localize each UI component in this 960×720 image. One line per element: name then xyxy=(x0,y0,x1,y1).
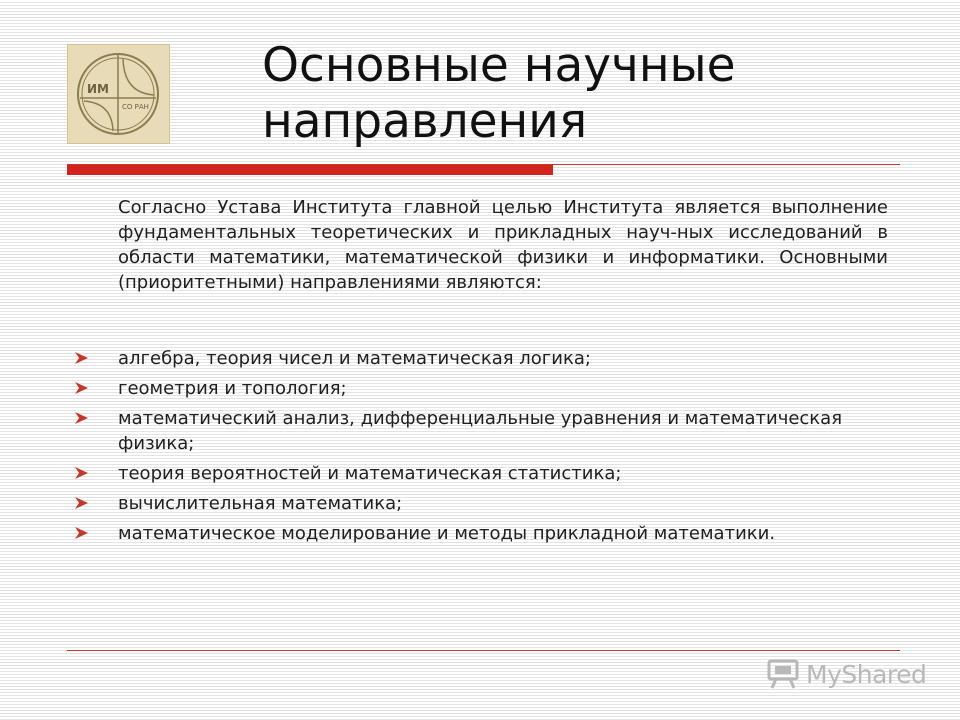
list-item xyxy=(74,461,904,486)
list-item xyxy=(74,406,904,456)
watermark-text: MyShared xyxy=(806,659,927,689)
logo-text-bottom: СО РАН xyxy=(122,103,149,111)
list-item-text: математическое моделирование и методы прикладной математики. xyxy=(118,523,776,544)
arrow-bullet-icon xyxy=(74,411,89,425)
intro-paragraph: Согласно Устава Института главной целью Института является выполнение фундаментальных теоретических и прикладных науч-ных исследований в области математики, математической физики и информатики. Основными (приоритетными) направлениями являются: xyxy=(118,197,888,293)
research-directions-list xyxy=(74,346,904,551)
list-item-text: вычислительная математика; xyxy=(118,493,403,514)
title-divider-accent xyxy=(67,165,553,175)
institute-logo xyxy=(67,44,170,144)
arrow-bullet-icon xyxy=(74,526,89,540)
list-item-text: геометрия и топология; xyxy=(118,378,347,399)
watermark xyxy=(766,657,926,691)
arrow-bullet-icon xyxy=(74,351,89,365)
list-item-text: теория вероятностей и математическая статистика; xyxy=(118,463,622,484)
list-item xyxy=(74,346,904,371)
presentation-icon xyxy=(766,658,800,690)
list-item xyxy=(74,491,904,516)
logo-text-top: ИМ xyxy=(87,82,109,96)
logo-emblem-icon xyxy=(68,45,169,143)
slide-title: Основные научные направления xyxy=(262,38,736,149)
list-item xyxy=(74,376,904,401)
arrow-bullet-icon xyxy=(74,496,89,510)
arrow-bullet-icon xyxy=(74,466,89,480)
list-item-text: математический анализ, дифференциальные уравнения и математическая физика; xyxy=(118,408,843,454)
arrow-bullet-icon xyxy=(74,381,89,395)
list-item xyxy=(74,521,904,546)
footer-divider xyxy=(67,650,900,651)
list-item-text: алгебра, теория чисел и математическая логика; xyxy=(118,348,591,369)
